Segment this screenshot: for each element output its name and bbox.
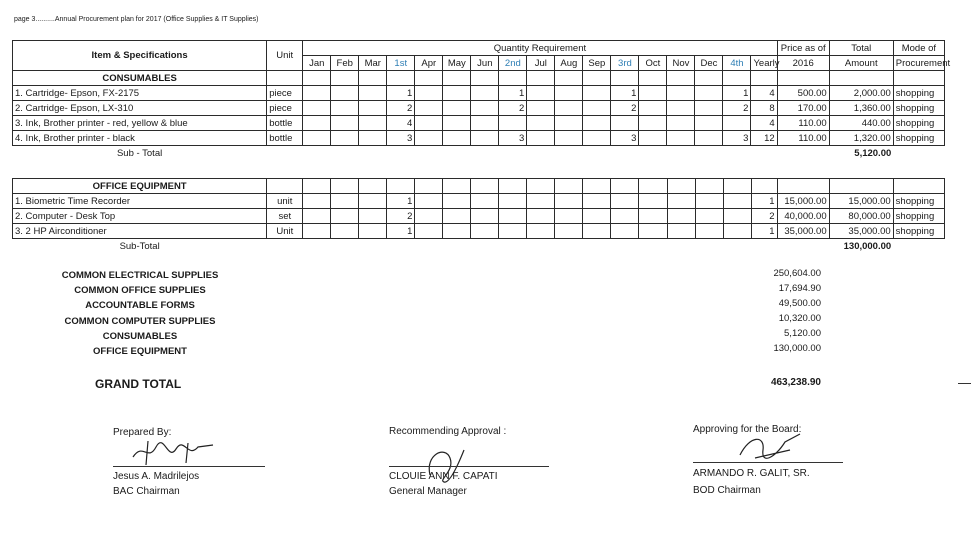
summary-label: CONSUMABLES — [102, 331, 178, 342]
approving-heading: Approving for the Board: — [693, 424, 802, 435]
total-cell: 440.00 — [829, 116, 893, 131]
total-header: Total — [829, 41, 893, 56]
summary-label: COMMON COMPUTER SUPPLIES — [64, 316, 216, 327]
mode-cell: shopping — [893, 209, 944, 224]
approving-title: BOD Chairman — [693, 485, 761, 496]
signature-line — [693, 462, 843, 463]
price-cell: 110.00 — [777, 116, 829, 131]
table-row — [13, 224, 945, 239]
month-feb: Feb — [331, 56, 359, 71]
section-title-row — [13, 179, 945, 194]
mode-cell: shopping — [893, 116, 944, 131]
yearly-cell: 1 — [751, 194, 777, 209]
q1-cell: 2 — [387, 209, 415, 224]
q3-cell: 3 — [611, 131, 639, 146]
total-cell: 2,000.00 — [829, 86, 893, 101]
yearly-cell: 8 — [751, 101, 777, 116]
yearly-cell: 4 — [751, 116, 777, 131]
summary-value: 10,320.00 — [778, 313, 821, 324]
recommending-name: CLOUIE ANN F. CAPATI — [389, 471, 498, 482]
month-apr: Apr — [415, 56, 443, 71]
signature-galit — [735, 430, 805, 462]
unit-cell: bottle — [267, 131, 303, 146]
summary-label: OFFICE EQUIPMENT — [93, 346, 187, 357]
price-cell: 170.00 — [777, 101, 829, 116]
yearly-cell: 1 — [751, 224, 777, 239]
price-year-header: 2016 — [777, 56, 829, 71]
section-title: CONSUMABLES — [13, 71, 267, 86]
q4-cell — [723, 116, 751, 131]
total-cell: 1,320.00 — [829, 131, 893, 146]
month-sep: Sep — [583, 56, 611, 71]
summary-value: 17,694.90 — [778, 283, 821, 294]
month-oct: Oct — [639, 56, 667, 71]
q3-cell: 1 — [611, 86, 639, 101]
item-cell: 1. Cartridge- Epson, FX-2175 — [13, 86, 267, 101]
q4-cell: 1 — [723, 86, 751, 101]
unit-cell: set — [267, 209, 303, 224]
summary-value: 5,120.00 — [784, 328, 821, 339]
q2-cell: 2 — [499, 101, 527, 116]
q4-cell: 3 — [723, 131, 751, 146]
equipment-table — [12, 178, 945, 253]
subtotal-label: Sub-Total — [119, 240, 160, 252]
mode-header: Mode of — [893, 41, 944, 56]
subtotal-value: 130,000.00 — [843, 240, 892, 252]
item-cell: 4. Ink, Brother printer - black — [13, 131, 267, 146]
mode-cell: shopping — [893, 194, 944, 209]
table-row — [13, 116, 945, 131]
total-cell: 80,000.00 — [829, 209, 893, 224]
month-dec: Dec — [695, 56, 723, 71]
table-row — [13, 101, 945, 116]
item-cell: 3. Ink, Brother printer - red, yellow & blue — [13, 116, 267, 131]
q1-cell: 1 — [387, 224, 415, 239]
price-header: Price as of — [777, 41, 829, 56]
summary-label: COMMON OFFICE SUPPLIES — [74, 285, 206, 296]
q4-cell: 2 — [723, 101, 751, 116]
summary-label: COMMON ELECTRICAL SUPPLIES — [61, 270, 219, 281]
month-nov: Nov — [667, 56, 695, 71]
signature-madrilejos — [128, 437, 218, 467]
q1-cell: 4 — [387, 116, 415, 131]
total-cell: 15,000.00 — [829, 194, 893, 209]
quarter-1st: 1st — [387, 56, 415, 71]
price-cell: 35,000.00 — [777, 224, 829, 239]
yearly-cell: 12 — [751, 131, 777, 146]
q2-cell: 1 — [499, 86, 527, 101]
procurement-header: Procurement — [893, 56, 944, 71]
amount-header: Amount — [829, 56, 893, 71]
quarter-4th: 4th — [723, 56, 751, 71]
q1-cell: 1 — [387, 86, 415, 101]
recommending-heading: Recommending Approval : — [389, 426, 507, 437]
item-cell: 2. Cartridge- Epson, LX-310 — [13, 101, 267, 116]
month-jul: Jul — [527, 56, 555, 71]
subtotal-value: 5,120.00 — [854, 147, 892, 159]
table-row — [13, 194, 945, 209]
subtotal-row — [13, 146, 945, 161]
unit-cell: Unit — [267, 224, 303, 239]
unit-cell: piece — [267, 86, 303, 101]
q3-cell: 2 — [611, 101, 639, 116]
consumables-table — [12, 40, 951, 160]
quarter-3rd: 3rd — [611, 56, 639, 71]
grand-total-value: 463,238.90 — [770, 377, 821, 388]
summary-value: 130,000.00 — [773, 343, 821, 354]
recommending-title: General Manager — [389, 486, 467, 497]
summary-label: ACCOUNTABLE FORMS — [85, 300, 195, 311]
month-jun: Jun — [471, 56, 499, 71]
unit-cell: bottle — [267, 116, 303, 131]
mode-cell: shopping — [893, 224, 944, 239]
item-cell: 3. 2 HP Airconditioner — [13, 224, 267, 239]
item-header: Item & Specifications — [13, 41, 267, 71]
price-cell: 110.00 — [777, 131, 829, 146]
subtotal-label: Sub - Total — [116, 147, 163, 159]
prepared-name: Jesus A. Madrilejos — [113, 471, 200, 482]
prepared-by-heading: Prepared By: — [113, 427, 172, 438]
yearly-cell: 2 — [751, 209, 777, 224]
price-cell: 500.00 — [777, 86, 829, 101]
price-cell: 40,000.00 — [777, 209, 829, 224]
table-row — [13, 131, 945, 146]
yearly-cell: 4 — [751, 86, 777, 101]
signature-line — [389, 466, 549, 467]
total-cell: 35,000.00 — [829, 224, 893, 239]
page-note: page 3..........Annual Procurement plan for 2017 (Office Supplies & IT Supplies) — [14, 16, 259, 23]
q1-cell: 2 — [387, 101, 415, 116]
month-may: May — [443, 56, 471, 71]
yearly-header: Yearly — [751, 56, 777, 71]
table-row — [13, 209, 945, 224]
subtotal-row — [13, 239, 945, 254]
month-jan: Jan — [303, 56, 331, 71]
qty-requirement-header: Quantity Requirement — [303, 41, 777, 56]
quarter-2nd: 2nd — [499, 56, 527, 71]
total-cell: 1,360.00 — [829, 101, 893, 116]
month-mar: Mar — [359, 56, 387, 71]
unit-cell: unit — [267, 194, 303, 209]
edge-mark — [958, 383, 971, 384]
signature-line — [113, 466, 265, 467]
q3-cell — [611, 116, 639, 131]
section-title: OFFICE EQUIPMENT — [13, 179, 267, 194]
unit-header: Unit — [267, 41, 303, 71]
q1-cell: 3 — [387, 131, 415, 146]
mode-cell: shopping — [893, 86, 944, 101]
prepared-title: BAC Chairman — [113, 486, 180, 497]
approving-name: ARMANDO R. GALIT, SR. — [693, 468, 810, 479]
summary-value: 49,500.00 — [778, 298, 821, 309]
month-aug: Aug — [555, 56, 583, 71]
price-cell: 15,000.00 — [777, 194, 829, 209]
mode-cell: shopping — [893, 101, 944, 116]
q1-cell: 1 — [387, 194, 415, 209]
item-cell: 2. Computer - Desk Top — [13, 209, 267, 224]
item-cell: 1. Biometric Time Recorder — [13, 194, 267, 209]
q2-cell — [499, 116, 527, 131]
q2-cell: 3 — [499, 131, 527, 146]
summary-value: 250,604.00 — [773, 268, 821, 279]
grand-total-label: GRAND TOTAL — [95, 377, 182, 391]
unit-cell: piece — [267, 101, 303, 116]
mode-cell: shopping — [893, 131, 944, 146]
section-title-row — [13, 71, 945, 86]
table-row — [13, 86, 945, 101]
